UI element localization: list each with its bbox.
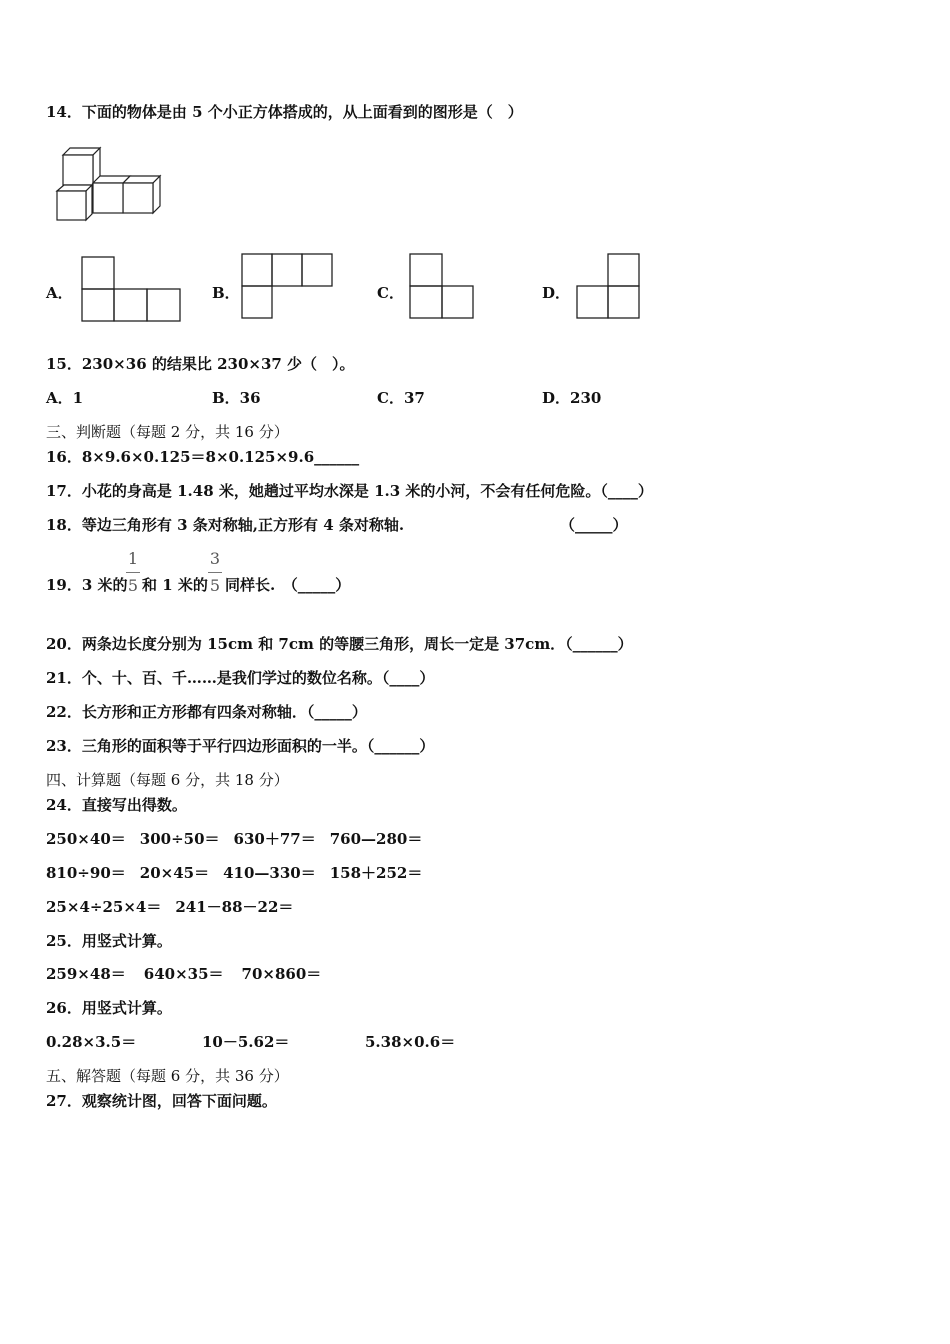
q22: 22．长方形和正方形都有四条对称轴．（_____） (46, 703, 367, 721)
q16: 16．8×9.6×0.125＝8×0.125×9.6______ (46, 448, 360, 466)
q15-option-d: D．230 (542, 389, 602, 407)
q19-suffix: 同样长. （_____） (225, 576, 351, 594)
q24-stem: 24．直接写出得数。 (46, 796, 187, 814)
q24-r2-item: 20×45＝ (139, 864, 210, 882)
q15-option-b: B．36 (212, 389, 261, 407)
q14-option-c-figure (409, 253, 475, 320)
q18-blank: （_____） (560, 516, 628, 534)
q26-stem: 26．用竖式计算。 (46, 999, 172, 1017)
q14-option-a-label: A． (46, 284, 73, 302)
section-4-title: 四、计算题（每题 6 分，共 18 分） (46, 771, 289, 789)
q24-r1-item: 300÷50＝ (139, 830, 220, 848)
q14-option-d-label: D． (542, 284, 571, 302)
q25-stem: 25．用竖式计算。 (46, 932, 172, 950)
q24-row-2 (46, 863, 436, 883)
q19-middle: 和 1 米的 (142, 576, 208, 594)
q15-stem: 15．230×36 的结果比 230×37 少（ ）。 (46, 355, 355, 373)
q26-item-1: 0.28×3.5＝ (46, 1033, 137, 1051)
q24-r3-item: 241－88－22＝ (175, 898, 294, 916)
q24-r2-item: 158＋252＝ (329, 864, 423, 882)
q24-r1-item: 630＋77＝ (233, 830, 316, 848)
q27: 27．观察统计图，回答下面问题。 (46, 1092, 277, 1110)
q19-frac1-bar (126, 572, 140, 573)
q19-frac1-denominator: 5 (127, 576, 139, 595)
q14-option-b-figure (241, 253, 335, 320)
q24-row-1 (46, 829, 436, 849)
q25-item: 640×35＝ (143, 965, 224, 983)
q14-stem: 14．下面的物体是由 5 个小正方体搭成的，从上面看到的图形是（ ） (46, 103, 523, 121)
q20: 20．两条边长度分别为 15cm 和 7cm 的等腰三角形，周长一定是 37cm．（______） (46, 635, 633, 653)
q24-r2-item: 810÷90＝ (46, 864, 126, 882)
q24-r2-item: 410—330＝ (223, 864, 316, 882)
q14-option-b-label: B． (212, 284, 240, 302)
q15-option-a: A．1 (46, 389, 84, 407)
q26-item-3: 5.38×0.6＝ (365, 1033, 456, 1051)
q24-row-3 (46, 897, 307, 917)
q14-option-d-figure (576, 253, 642, 320)
q24-r1-item: 250×40＝ (46, 830, 126, 848)
q19-frac2-bar (208, 572, 222, 573)
q25-item: 70×860＝ (241, 965, 322, 983)
q25-row (46, 964, 335, 984)
cube-figure (50, 145, 170, 225)
q18-text: 18．等边三角形有 3 条对称轴,正方形有 4 条对称轴. (46, 516, 405, 534)
q25-item: 259×48＝ (46, 965, 126, 983)
q15-option-c: C．37 (377, 389, 425, 407)
q21: 21．个、十、百、千……是我们学过的数位名称。（____） (46, 669, 435, 687)
q14-option-c-label: C． (377, 284, 404, 302)
q19-frac2-denominator: 5 (209, 576, 221, 595)
q19-frac2-numerator: 3 (209, 549, 221, 568)
q23: 23．三角形的面积等于平行四边形面积的一半。（______） (46, 737, 435, 755)
q26-item-2: 10－5.62＝ (202, 1033, 290, 1051)
q19-frac1-numerator: 1 (127, 549, 139, 568)
q14-option-a-figure (81, 256, 183, 322)
q24-r1-item: 760—280＝ (329, 830, 423, 848)
q19-prefix: 19．3 米的 (46, 576, 128, 594)
section-3-title: 三、判断题（每题 2 分，共 16 分） (46, 423, 289, 441)
section-5-title: 五、解答题（每题 6 分，共 36 分） (46, 1067, 289, 1085)
q17: 17．小花的身高是 1.48 米，她趟过平均水深是 1.3 米的小河，不会有任何危险。（____） (46, 482, 653, 500)
q24-r3-item: 25×4÷25×4＝ (46, 898, 162, 916)
